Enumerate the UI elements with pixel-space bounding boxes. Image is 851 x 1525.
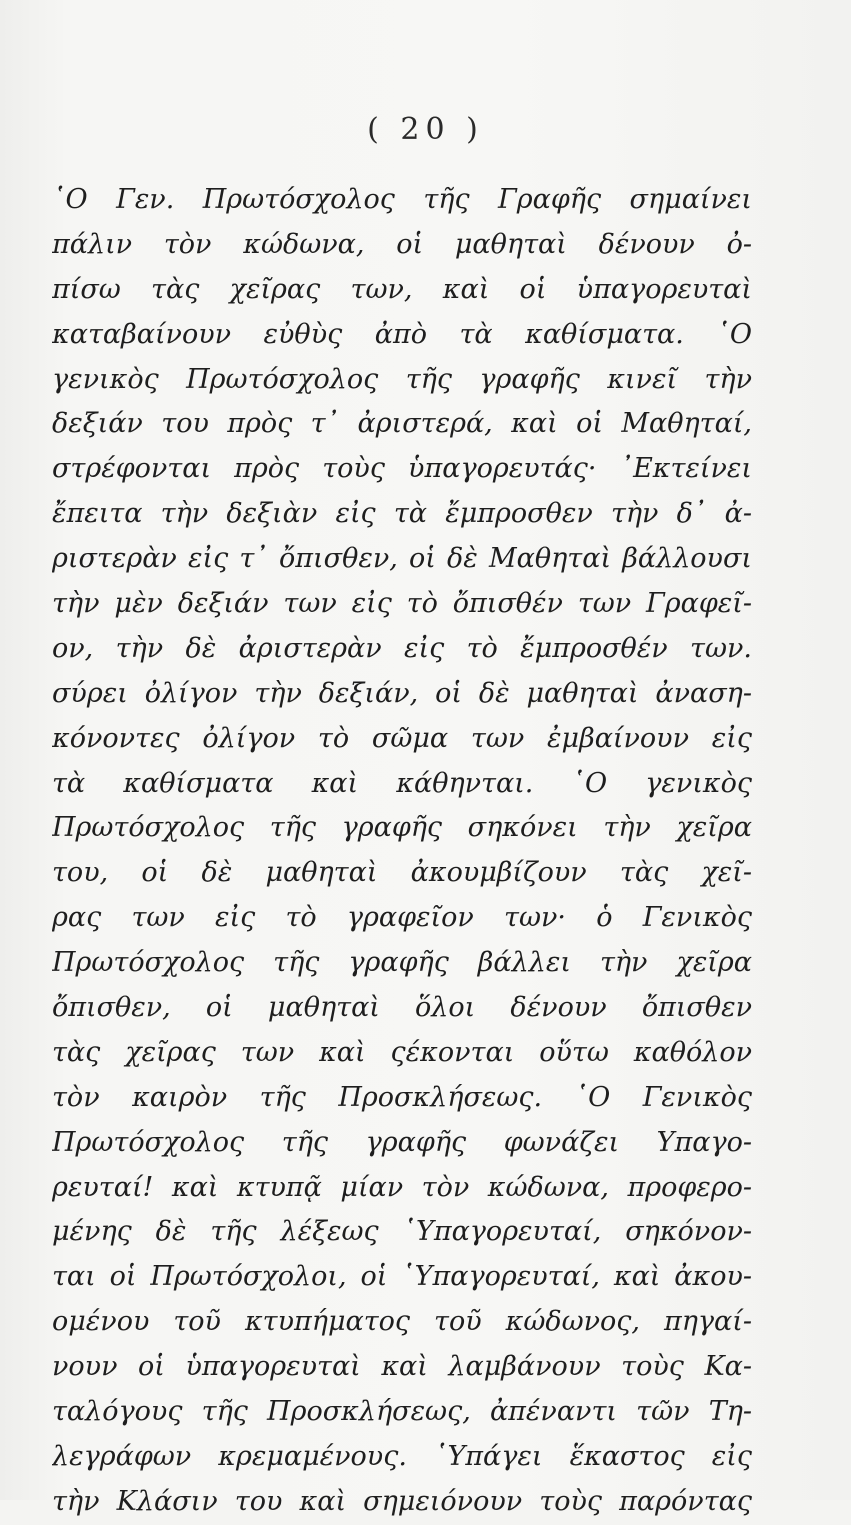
text-line: ῾Ο Γεν. Πρωτόσχολος τῆς Γραφῆς σημαίνει <box>52 184 752 215</box>
text-line: δεξιάν του πρὸς τ᾿ ἀριστερά, καὶ οἱ Μαθηταί, <box>52 408 752 440</box>
text-line: ομένου τοῦ κτυπήματος τοῦ κώδωνος, πηγαί- <box>52 1306 752 1338</box>
body-text <box>52 178 752 1525</box>
text-line: πίσω τὰς χεῖρας των, καὶ οἱ ὑπαγορευταὶ <box>52 273 752 305</box>
text-line: καταβαίνουν εὐθὺς ἀπὸ τὰ καθίσματα. ῾Ο <box>52 318 752 350</box>
text-line: λεγράφων κρεμαμένους. ῾Υπάγει ἕκαστος εἰς <box>52 1440 752 1472</box>
text-line: νουν οἱ ὑπαγορευταὶ καὶ λαμβάνουν τοὺς Κα- <box>52 1351 752 1383</box>
text-line: ὄπισθεν, οἱ μαθηταὶ ὅλοι δένουν ὄπισθεν <box>52 992 752 1024</box>
text-line: μένης δὲ τῆς λέξεως ῾Υπαγορευταί, σηκόνον- <box>52 1216 752 1248</box>
page-number: ( 20 ) <box>367 112 484 147</box>
text-line: τὰς χεῖρας των καὶ ςέκονται οὕτω καθόλον <box>52 1036 752 1068</box>
text-line: τὴν Κλάσιν του καὶ σημειόνουν τοὺς παρόντας <box>52 1485 752 1517</box>
text-line: ρας των εἰς τὸ γραφεῖον των· ὁ Γενικὸς <box>52 902 752 934</box>
text-line: ἔπειτα τὴν δεξιὰν εἰς τὰ ἔμπροσθεν τὴν δ᾿ ἀ- <box>52 498 752 530</box>
text-line: σύρει ὀλίγον τὴν δεξιάν, οἱ δὲ μαθηταὶ ἀναση- <box>52 677 752 709</box>
text-line: Πρωτόσχολος τῆς γραφῆς φωνάζει Υπαγο- <box>52 1126 752 1158</box>
text-line: ταλόγους τῆς Προσκλήσεως, ἀπέναντι τῶν Τη- <box>52 1396 752 1428</box>
text-line: τὴν μὲν δεξιάν των εἰς τὸ ὄπισθέν των Γραφεῖ- <box>52 588 752 620</box>
text-line: πάλιν τὸν κώδωνα, οἱ μαθηταὶ δένουν ὀ- <box>52 228 752 260</box>
text-line: κόνοντες ὀλίγον τὸ σῶμα των ἐμβαίνουν εἰς <box>52 722 752 754</box>
text-line: ον, τὴν δὲ ἀριστερὰν εἰς τὸ ἔμπροσθέν των. <box>52 632 752 664</box>
text-line: ται οἱ Πρωτόσχολοι, οἱ ῾Υπαγορευταί, καὶ ἀκου- <box>52 1261 752 1293</box>
text-line: του, οἱ δὲ μαθηταὶ ἀκουμβίζουν τὰς χεῖ- <box>52 857 752 889</box>
text-line: τὸν καιρὸν τῆς Προσκλήσεως. ῾Ο Γενικὸς <box>52 1081 752 1113</box>
text-line: γενικὸς Πρωτόσχολος τῆς γραφῆς κινεῖ τὴν <box>52 363 752 395</box>
text-line: Πρωτόσχολος τῆς γραφῆς σηκόνει τὴν χεῖρα <box>52 812 752 844</box>
text-line: ριστερὰν εἰς τ᾿ ὄπισθεν, οἱ δὲ Μαθηταὶ βάλλουσι <box>52 543 752 575</box>
text-line: ρευταί! καὶ κτυπᾷ μίαν τὸν κώδωνα, προφερο- <box>52 1171 752 1203</box>
text-line: τὰ καθίσματα καὶ κάθηνται. ῾Ο γενικὸς <box>52 767 752 799</box>
text-line: Πρωτόσχολος τῆς γραφῆς βάλλει τὴν χεῖρα <box>52 947 752 979</box>
text-line: στρέφονται πρὸς τοὺς ὑπαγορευτάς· ᾿Εκτείνει <box>52 453 752 485</box>
